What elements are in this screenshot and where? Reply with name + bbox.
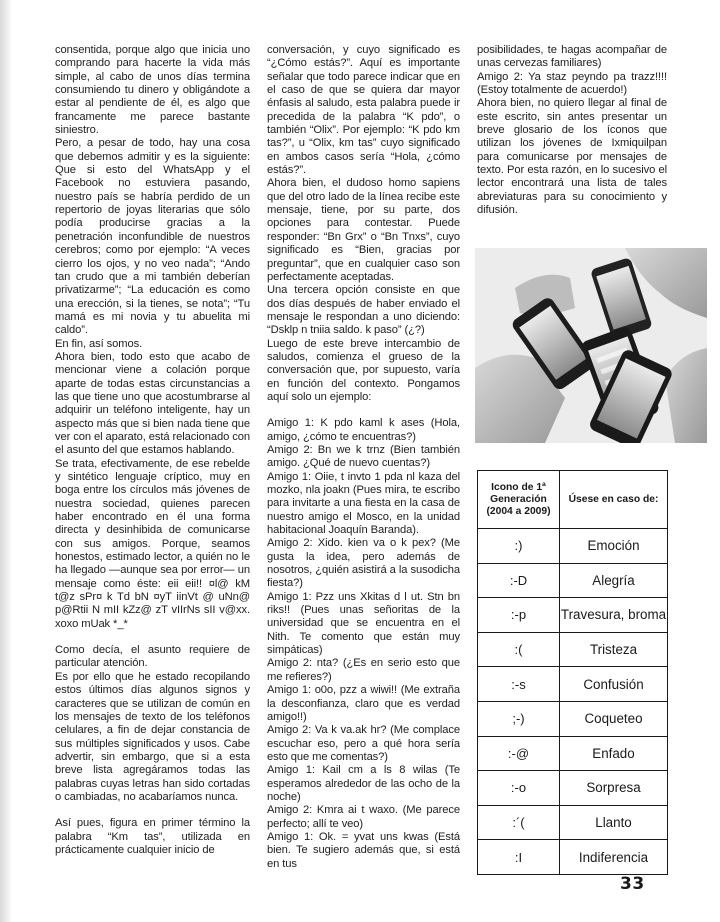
- paragraph: Luego de este breve intercambio de saludos, comienza el grueso de la conversación que, por supuesto, varía en función del contexto. Pongamos aquí solo un ejemplo:: [267, 337, 460, 403]
- text-column-1: [55, 44, 250, 857]
- meaning-cell: Indiferencia: [560, 840, 668, 875]
- table-row: [478, 701, 668, 736]
- table-row: [478, 771, 668, 806]
- meaning-cell: Emoción: [560, 529, 668, 564]
- emoticon-cell: :): [478, 529, 560, 564]
- page-number: 33: [620, 874, 645, 894]
- dialogue-line: Amigo 2: nta? (¿Es en serio esto que me refieres?): [267, 657, 460, 683]
- table-row: [478, 840, 668, 875]
- table-row: [478, 563, 668, 598]
- emoticon-cell: :-o: [478, 771, 560, 806]
- paragraph: Así pues, figura en primer término la palabra “Km tas”, utilizada en prácticamente cualquier inicio de: [55, 817, 250, 856]
- meaning-cell: Enfado: [560, 736, 668, 771]
- meaning-cell: Alegría: [560, 563, 668, 598]
- dialogue-line: Amigo 1: o0o, pzz a wiwi!! (Me extraña la desconfianza, claro que es verdad amigo!!): [267, 684, 460, 723]
- table-row: [478, 736, 668, 771]
- smartphones-illustration: [475, 248, 707, 443]
- paragraph: Pero, a pesar de todo, hay una cosa que debemos admitir y es la siguiente: Que si esto del WhatsApp y el Facebook no estuviera pasando, nuestro país se habría perdido de un repertorio de joyas literarias que sólo podía producirse gracias a la penetración inconfundible de nuestros cerebros; como por ejemplo: “A veces cierro los ojos, y no veo nada”; “Ando tan crudo que a mi también deberían privatizarme”; “La educación es como una erección, si la tienes, se nota”; “Tu mamá es mi novia y tu abuelita mi caldo”.: [55, 137, 250, 337]
- paragraph: Como decía, el asunto requiere de particular atención.: [55, 644, 250, 670]
- table-row: [478, 598, 668, 633]
- dialogue-line: Amigo 1: Oiie, t invto 1 pda nl kaza del mozko, nla joakn (Pues mira, te escribo para invitarte a una fiesta en la casa de nuestro amigo el Mosco, en la unidad habitacional Joaquín Baranda).: [267, 470, 460, 537]
- meaning-cell: Sorpresa: [560, 771, 668, 806]
- paragraph: Ahora bien, el dudoso homo sapiens que del otro lado de la línea recibe este mensaje, tiene, por su parte, dos opciones para contestar. Puede responder: “Bn Grx” o “Bn Tnxs”, cuyo significado es “Bien, gracias por preguntar”, que en cualquier caso son perfectamente aceptadas.: [267, 177, 460, 283]
- dialogue-line: Amigo 1: Kail cm a ls 8 wilas (Te esperamos alrededor de las ocho de la noche): [267, 764, 460, 803]
- dialogue-line: Amigo 2: Va k va.ak hr? (Me complace escuchar eso, pero a qué hora sería esto que me comentas?): [267, 724, 460, 763]
- header-use-case: Úsese en caso de:: [560, 471, 668, 529]
- paragraph: Ahora bien, no quiero llegar al final de este escrito, sin antes presentar un breve glosario de los íconos que utilizan los jóvenes de Ixmiquilpan para comunicarse por mensajes de texto. Por esta razón, en lo sucesivo el lector encontrará una lista de tales abreviaturas para su conocimiento y difusión.: [477, 97, 667, 217]
- table-header-row: [478, 471, 668, 529]
- dialogue-line: Amigo 2: Xido. kien va o k pex? (Me gusta la idea, pero además de nosotros, ¿quién asistirá a la susodicha fiesta?): [267, 537, 460, 590]
- meaning-cell: Travesura, broma: [560, 598, 668, 633]
- meaning-cell: Tristeza: [560, 632, 668, 667]
- paragraph: consentida, porque algo que inicia uno comprando para hacerte la vida más simple, al cabo de unos días termina consumiendo tu dinero y obligándote a estar al pendiente de él, es algo que francamente me parece bastante siniestro.: [55, 44, 250, 137]
- emoticon-cell: :´(: [478, 805, 560, 840]
- paragraph: Se trata, efectivamente, de ese rebelde y sintético lenguaje críptico, muy en boga entre los círculos más jóvenes de nuestra sociedad, quienes parecen haber encontrado en él una forma directa y desinhibida de comunicarse con sus amigos. Porque, seamos honestos, estimado lector, a quién no le ha llegado —aunque sea por error— un mensaje como éste: eii eii!! ¤l@ kM t@z sPr¤ k Td bN ¤yT iinVt @ uNn@ p@Rtii N mII kZz@ zT vIIrNs sII v@xx. xoxo mUak *_*: [55, 457, 250, 630]
- dialogue-line: Amigo 1: K pdo kaml k ases (Hola, amigo, ¿cómo te encuentras?): [267, 417, 460, 443]
- emoticon-cell: :-p: [478, 598, 560, 633]
- table-row: [478, 632, 668, 667]
- emoticon-cell: ;-): [478, 701, 560, 736]
- paragraph: En fin, así somos.: [55, 337, 143, 350]
- page-edge-shadow: [0, 0, 12, 922]
- paragraph: Es por ello que he estado recopilando estos últimos días algunos signos y caracteres que se utilizan de común en los mensajes de texto de los teléfonos celulares, a fin de dejar constancia de sus múltiples significados y usos. Cabe advertir, sin embargo, que si a esta breve lista agregáramos todas las palabras cuyas letras han sido cortadas o cambiadas, no acabaríamos nunca.: [55, 670, 250, 803]
- paragraph: Ahora bien, todo esto que acabo de mencionar viene a colación porque aparte de todas estas circunstancias a las que tiene uno que acostumbrarse al adquirir un teléfono inteligente, hay un aspecto más que si bien nada tiene que ver con el aparato, está relacionado con el asunto del que estamos hablando.: [55, 350, 251, 457]
- dialogue-line: Amigo 1: Pzz uns Xkitas d l ut. Stn bn riks!! (Pues unas señoritas de la universidad que se encuentra en el Nith. Te comento que están muy simpáticas): [267, 590, 460, 657]
- emoticon-cell: :-s: [478, 667, 560, 702]
- emoticon-cell: :(: [478, 632, 560, 667]
- dialogue-line: Amigo 1: Ok. = yvat uns kwas (Está bien. Te sugiero además que, si está en tus: [267, 830, 460, 870]
- smartphones-photo: [475, 248, 707, 443]
- paragraph: posibilidades, te hagas acompañar de unas cervezas familiares): [477, 44, 667, 70]
- table-row: [478, 529, 668, 564]
- emoticon-cell: :-D: [478, 563, 560, 598]
- meaning-cell: Confusión: [560, 667, 668, 702]
- meaning-cell: Llanto: [560, 805, 668, 840]
- dialogue-line: Amigo 2: Kmra ai t waxo. (Me parece perfecto; allí te veo): [267, 804, 460, 830]
- header-icon-generation: Icono de 1ª Generación (2004 a 2009): [478, 471, 560, 529]
- text-column-3: [477, 44, 667, 217]
- emoticon-table: [477, 470, 668, 875]
- paragraph: conversación, y cuyo significado es “¿Cómo estás?”. Aquí es importante señalar que todo parece indicar que en el caso de que se quiera dar mayor énfasis al saludo, esta palabra puede ir precedida de la palabra “K pdo”, o también “Olix”. Por ejemplo: “K pdo km tas?”, u “Olix, km tas” cuyo significado en ambos casos sería “Hola, ¿cómo estás?”.: [267, 44, 460, 177]
- table-row: [478, 805, 668, 840]
- paragraph: Una tercera opción consiste en que dos días después de haber enviado el mensaje le respondan a uno diciendo: “Dsklp n tniia saldo. k paso” (¿?): [267, 284, 460, 337]
- text-column-2: [267, 44, 460, 871]
- table-row: [478, 667, 668, 702]
- dialogue-line: Amigo 2: Bn we k trnz (Bien también amigo. ¿Qué de nuevo cuentas?): [267, 443, 460, 470]
- meaning-cell: Coqueteo: [560, 701, 668, 736]
- paragraph: Amigo 2: Ya staz peyndo pa trazz!!!! (Estoy totalmente de acuerdo!): [477, 70, 667, 97]
- emoticon-cell: :I: [478, 840, 560, 875]
- emoticon-cell: :-@: [478, 736, 560, 771]
